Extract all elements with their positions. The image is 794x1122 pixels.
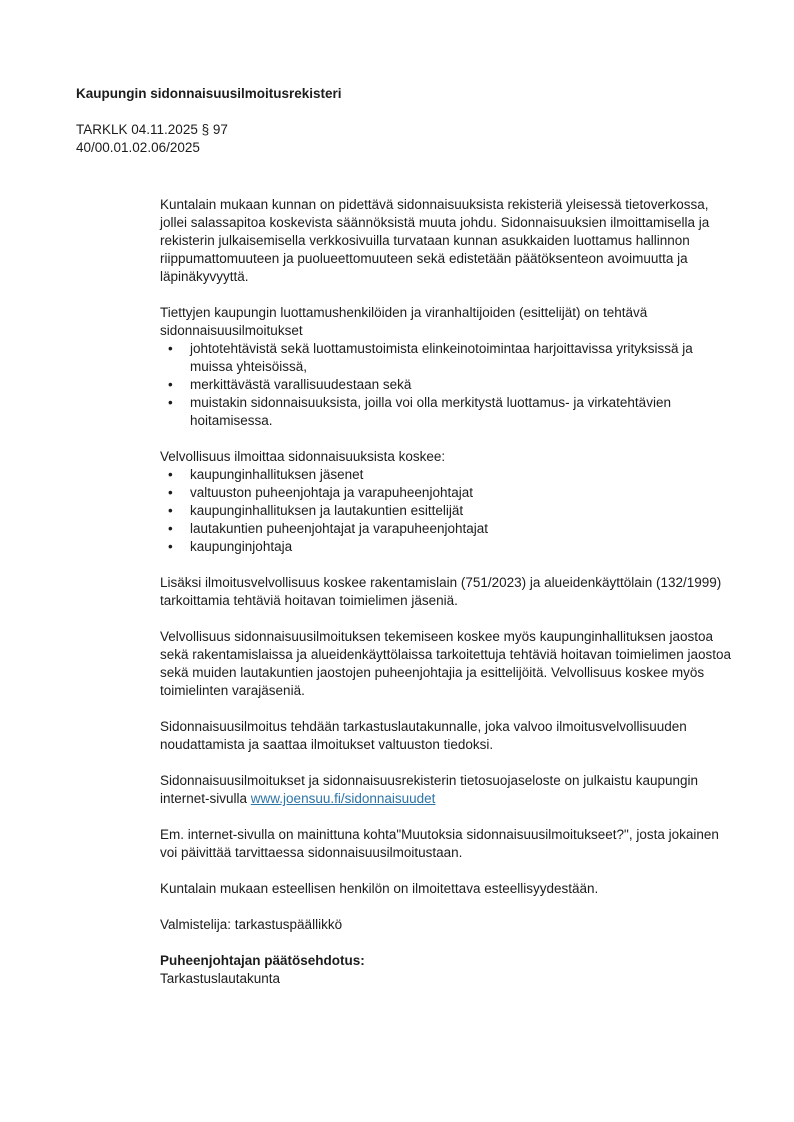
paragraph-disqualification: Kuntalain mukaan esteellisen henkilön on ilmoitettava esteellisyydestään. <box>160 881 599 896</box>
meeting-reference: TARKLK 04.11.2025 § 97 <box>76 122 228 137</box>
list-item: • muistakin sidonnaisuuksista, joilla voi olla merkitystä luottamus- ja virkatehtävien hoitamisessa. <box>160 394 738 430</box>
list-item: • lautakuntien puheenjohtajat ja varapuheenjohtajat <box>160 520 738 538</box>
list-item: • kaupunginhallituksen ja lautakuntien esittelijät <box>160 502 738 520</box>
list-item: • johtotehtävistä sekä luottamustoimista elinkeinotoimintaa harjoittavissa yrityksissä ja muissa yhteisöissä, <box>160 340 738 376</box>
paragraph-obligation-applies-intro: Velvollisuus ilmoittaa sidonnaisuuksista koskee: <box>160 449 446 464</box>
list-item: • kaupunginhallituksen jäsenet <box>160 466 738 484</box>
paragraph-subcommittees: Velvollisuus sidonnaisuusilmoituksen tekemiseen koskee myös kaupunginhallituksen jaostoa sekä rakentamislaissa ja alueidenkäyttölaissa tarkoitettuja tehtäviä hoitavan toimielimen jaostoa sekä muiden lautakuntien jaostojen puheenjohtajia ja esittelijöitä. Velvollisuus koskee myös toimielinten varajäseniä. <box>160 629 732 698</box>
list-item: • kaupunginjohtaja <box>160 538 738 556</box>
decision-proposal-heading: Puheenjohtajan päätösehdotus: <box>160 953 365 968</box>
list-item: • merkittävästä varallisuudestaan sekä <box>160 376 738 394</box>
paragraph-decision-body: Tarkastuslautakunta <box>160 971 281 986</box>
paragraph-additional-laws: Lisäksi ilmoitusvelvollisuus koskee rakentamislain (751/2023) ja alueidenkäyttölain (132/1999) tarkoittamia tehtäviä hoitavan toimielimen jäseniä. <box>160 575 722 608</box>
document-header <box>76 85 342 157</box>
list-item: • valtuuston puheenjohtaja ja varapuheenjohtajat <box>160 484 738 502</box>
paragraph-published-online <box>160 772 738 808</box>
declaration-topics-list <box>160 340 738 430</box>
document-body <box>160 196 738 1006</box>
paragraph-update-declaration: Em. internet-sivulla on mainittuna kohta"Muutoksia sidonnaisuusilmoitukseet?", josta jokainen voi päivittää tarvittaessa sidonnaisuusilmoitustaan. <box>160 827 719 860</box>
paragraph-preparer: Valmistelija: tarkastuspäällikkö <box>160 917 343 932</box>
paragraph-obligated-persons-intro: Tiettyjen kaupungin luottamushenkilöiden ja viranhaltijoiden (esittelijät) on tehtävä sidonnaisuusilmoitukset <box>160 305 648 338</box>
published-online-text: Sidonnaisuusilmoitukset ja sidonnaisuusrekisterin tietosuojaseloste on julkaistu kaupungin internet-sivulla <box>160 773 699 806</box>
paragraph-register-law: Kuntalain mukaan kunnan on pidettävä sidonnaisuuksista rekisteriä yleisessä tietoverkossa, jollei salassapitoa koskevista säännöksistä muuta johdu. Sidonnaisuuksien ilmoittamisella ja rekisterin julkaisemisella verkkosivuilla turvataan kunnan asukkaiden luottamus hallinnon riippumattomuuteen ja puolueettomuuteen sekä edistetään päätöksenteon avoimuutta ja läpinäkyvyyttä. <box>160 197 710 284</box>
obligated-roles-list <box>160 466 738 556</box>
document-title: Kaupungin sidonnaisuusilmoitusrekisteri <box>76 86 342 101</box>
record-number: 40/00.01.02.06/2025 <box>76 140 200 155</box>
paragraph-audit-committee: Sidonnaisuusilmoitus tehdään tarkastuslautakunnalle, joka valvoo ilmoitusvelvollisuuden noudattamista ja saattaa ilmoitukset valtuuston tiedoksi. <box>160 719 687 752</box>
sidonnaisuudet-link[interactable]: www.joensuu.fi/sidonnaisuudet <box>250 791 436 806</box>
